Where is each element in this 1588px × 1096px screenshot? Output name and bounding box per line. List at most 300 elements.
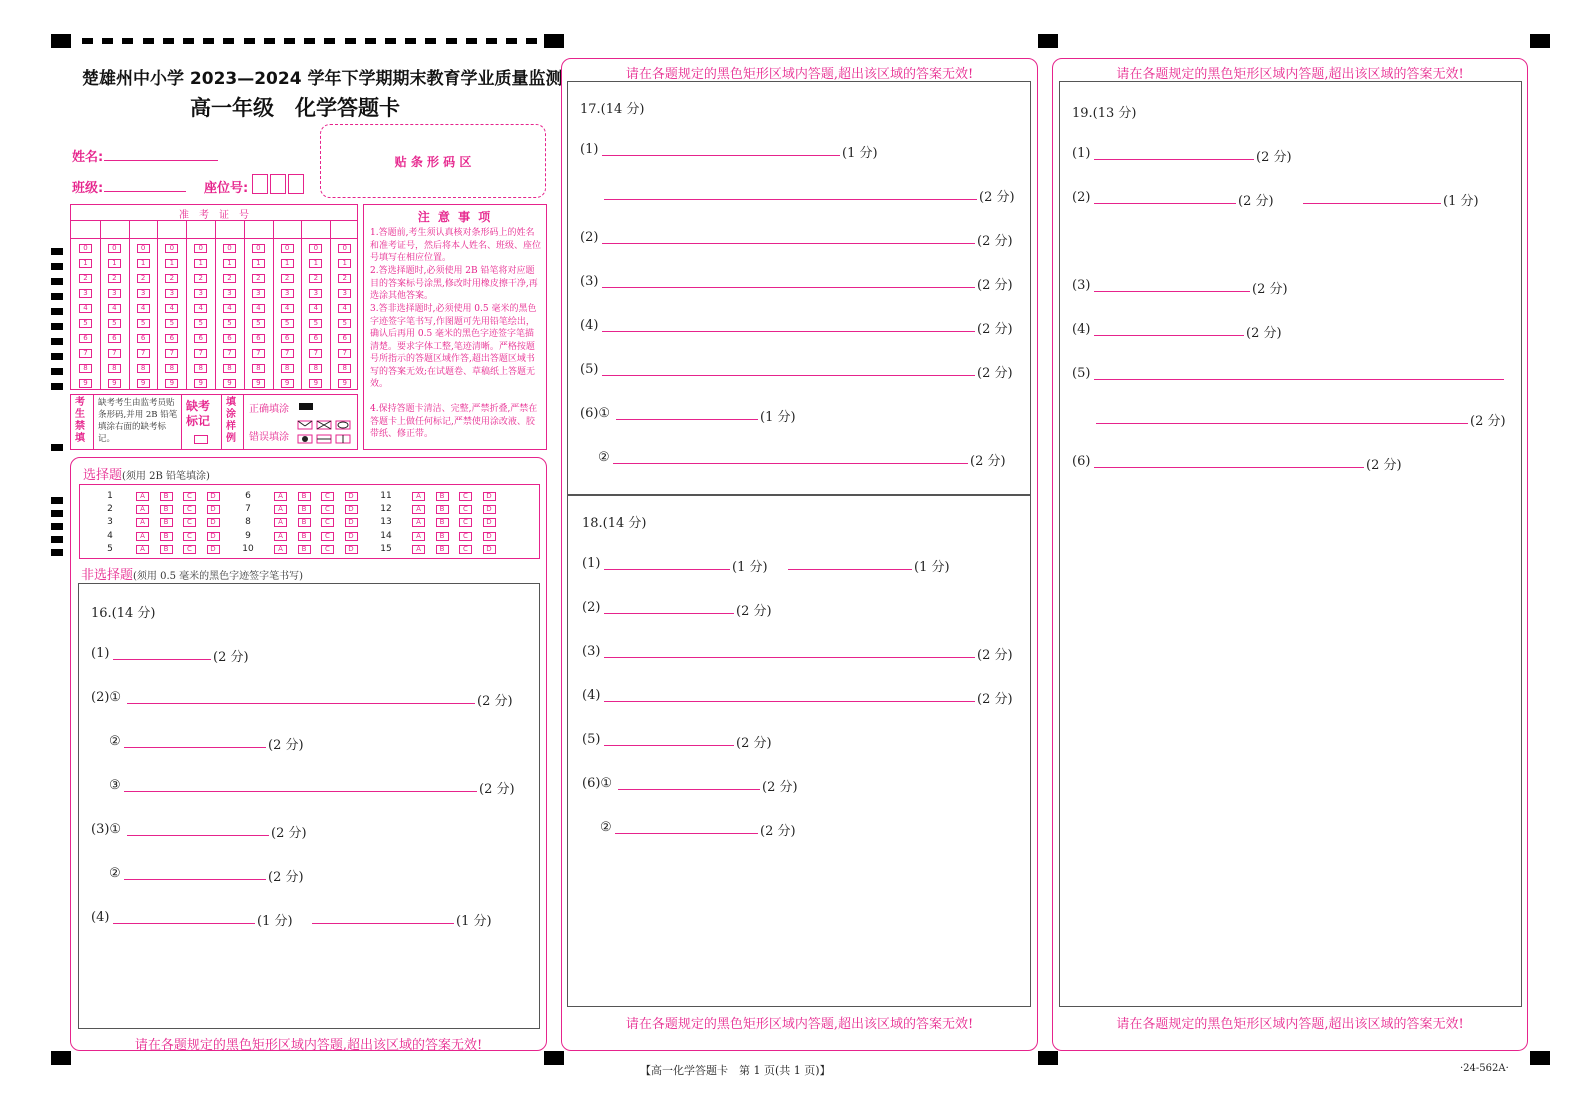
choice-option-bubble[interactable]: C [321,505,334,514]
choice-option-bubble[interactable]: B [160,518,173,527]
choice-option-bubble[interactable]: C [321,518,334,527]
choice-option-bubble[interactable]: B [436,492,449,501]
exam-id-bubble[interactable]: 7 [137,349,150,358]
exam-id-bubble[interactable]: 4 [108,304,121,313]
exam-id-bubble[interactable]: 6 [252,334,265,343]
choice-option-bubble[interactable]: D [345,505,358,514]
choice-option-bubble[interactable]: A [412,492,425,501]
q17-p1-answer-1[interactable] [602,155,840,156]
exam-id-bubble[interactable]: 5 [338,319,351,328]
q19-p2-score-2: (1 分) [1443,194,1479,209]
timing-mark [385,38,396,44]
q17-p3-score: (2 分) [977,278,1013,293]
q17-p4-label: (4) [580,318,599,333]
exam-id-bubble[interactable]: 6 [309,334,322,343]
side-timing-mark [51,383,63,390]
corner-mark-top-mid2 [1038,34,1058,48]
q18-p1-answer-2[interactable] [788,569,912,570]
forbid-label: 考生禁填 [75,397,85,444]
exam-id-bubble[interactable]: 9 [252,379,265,388]
exam-id-bubble[interactable]: 2 [194,274,207,283]
exam-id-bubble[interactable]: 1 [165,259,178,268]
choice-option-bubble[interactable]: C [321,545,334,554]
q19-p2-answer-2[interactable] [1303,203,1441,204]
exam-id-bubble[interactable]: 7 [309,349,322,358]
q16-p2-answer[interactable] [127,703,475,704]
exam-id-bubble[interactable]: 8 [252,364,265,373]
q18-area [567,495,1031,1007]
q19-p2-answer-1[interactable] [1094,203,1236,204]
choice-option-bubble[interactable]: A [412,505,425,514]
exam-id-bubble[interactable]: 1 [281,259,294,268]
timing-mark [526,38,537,44]
choice-option-bubble[interactable]: C [183,505,196,514]
q16-p3-answer[interactable] [127,835,269,836]
exam-id-bubble[interactable]: 2 [108,274,121,283]
timing-mark [486,38,497,44]
exam-id-bubble[interactable]: 9 [309,379,322,388]
choice-option-bubble[interactable]: B [160,545,173,554]
q18-p3-label: (3) [582,644,601,659]
q18-p2-score: (2 分) [736,604,772,619]
exam-id-bubble[interactable]: 9 [137,379,150,388]
q18-p1-answer-1[interactable] [604,569,730,570]
choice-question-number: 14 [380,530,392,541]
class-field[interactable] [104,191,186,192]
exam-id-bubble[interactable]: 5 [108,319,121,328]
exam-id-bubble[interactable]: 1 [338,259,351,268]
warning-col1: 请在各题规定的黑色矩形区域内答题,超出该区域的答案无效! [134,1038,483,1053]
choice-option-bubble[interactable]: D [345,518,358,527]
exam-id-bubble[interactable]: 2 [281,274,294,283]
q17-p3-answer[interactable] [602,287,975,288]
exam-id-bubble[interactable]: 4 [309,304,322,313]
q16-p2-score: (2 分) [477,694,513,709]
exam-id-bubble[interactable]: 1 [194,259,207,268]
warning-col3-top: 请在各题规定的黑色矩形区域内答题,超出该区域的答案无效! [1116,67,1464,82]
exam-id-bubble[interactable]: 7 [223,349,236,358]
choice-option-bubble[interactable]: A [136,532,149,541]
choice-option-bubble[interactable]: C [183,518,196,527]
q19-p6-label: (6) [1072,454,1091,469]
exam-id-bubble[interactable]: 4 [137,304,150,313]
note-item-1: 1.答题前,考生须认真核对条形码上的姓名和准考证号，然后将本人姓名、班级、座位号填写在相应位置。 [370,228,542,263]
exam-id-bubble[interactable]: 9 [194,379,207,388]
choice-question-number: 15 [380,543,392,554]
choice-option-bubble[interactable]: C [459,545,472,554]
exam-id-bubble[interactable]: 5 [252,319,265,328]
choice-option-bubble[interactable]: A [274,492,287,501]
notes-panel [363,204,547,450]
exam-id-bubble[interactable]: 4 [281,304,294,313]
choice-option-bubble[interactable]: A [274,545,287,554]
timing-mark [506,38,517,44]
exam-id-bubble[interactable]: 3 [79,289,92,298]
corner-mark-top-left [51,34,71,48]
exam-id-bubble[interactable]: 9 [165,379,178,388]
exam-id-bubble[interactable]: 8 [165,364,178,373]
exam-id-bubble[interactable]: 7 [281,349,294,358]
choice-option-bubble[interactable]: D [207,518,220,527]
timing-mark [143,38,154,44]
q19-p5-answer-1[interactable] [1094,379,1504,380]
q16-p2b-label: ② [109,734,121,749]
timing-mark [345,38,356,44]
choice-option-bubble[interactable]: C [459,532,472,541]
exam-id-bubble[interactable]: 0 [165,244,178,253]
exam-id-bubble[interactable]: 2 [137,274,150,283]
exam-id-bubble[interactable]: 7 [252,349,265,358]
exam-id-bubble[interactable]: 0 [79,244,92,253]
q19-p5-score: (2 分) [1470,414,1506,429]
choice-option-bubble[interactable]: C [183,545,196,554]
exam-id-bubble[interactable]: 7 [79,349,92,358]
choice-option-bubble[interactable]: D [207,532,220,541]
exam-id-bubble[interactable]: 8 [309,364,322,373]
q18-p6b-answer[interactable] [615,833,758,834]
q19-p5-label: (5) [1072,366,1091,381]
exam-id-bubble[interactable]: 5 [309,319,322,328]
side-timing-mark [51,353,63,360]
exam-id-bubble[interactable]: 1 [252,259,265,268]
q16-area [78,583,540,1029]
q18-p6b-score: (2 分) [760,824,796,839]
side-timing-mark [51,293,63,300]
q18-p5-score: (2 分) [736,736,772,751]
exam-id-bubble[interactable]: 8 [281,364,294,373]
choice-option-bubble[interactable]: A [412,545,425,554]
q18-p3-answer[interactable] [604,657,975,658]
exam-id-bubble[interactable]: 2 [338,274,351,283]
exam-id-bubble[interactable]: 0 [194,244,207,253]
q18-p1-label: (1) [582,556,601,571]
choice-option-bubble[interactable]: B [160,532,173,541]
choice-option-bubble[interactable]: C [321,492,334,501]
choice-option-bubble[interactable]: B [436,545,449,554]
side-timing-mark [51,278,63,285]
choice-option-bubble[interactable]: D [483,545,496,554]
exam-id-bubble[interactable]: 6 [194,334,207,343]
q17-p6b-answer[interactable] [613,463,968,464]
choice-option-bubble[interactable]: D [483,505,496,514]
exam-id-bubble[interactable]: 3 [223,289,236,298]
exam-id-bubble[interactable]: 1 [309,259,322,268]
q17-heading: 17.(14 分) [580,102,645,117]
exam-id-bubble[interactable]: 9 [108,379,121,388]
footer-page-info: 【高一化学答题卡 第 1 页(共 1 页)】 [640,1064,831,1077]
choice-option-bubble[interactable]: C [321,532,334,541]
timing-mark [304,38,315,44]
choice-option-bubble[interactable]: C [183,532,196,541]
timing-mark [223,38,234,44]
q16-p1-answer[interactable] [113,659,211,660]
q16-heading: 16.(14 分) [91,606,156,621]
exam-id-bubble[interactable]: 2 [79,274,92,283]
exam-id-bubble[interactable]: 6 [165,334,178,343]
exam-id-bubble[interactable]: 3 [137,289,150,298]
q18-p4-score: (2 分) [977,692,1013,707]
choice-option-bubble[interactable]: B [160,505,173,514]
q16-p4-answer-1[interactable] [113,923,255,924]
q16-p2b-score: (2 分) [268,738,304,753]
exam-id-bubble[interactable]: 0 [281,244,294,253]
q16-p3b-answer[interactable] [124,879,266,880]
exam-id-bubble[interactable]: 4 [79,304,92,313]
choice-option-bubble[interactable]: D [207,505,220,514]
exam-id-bubble[interactable]: 4 [338,304,351,313]
exam-id-bubble[interactable]: 0 [223,244,236,253]
card-title: 高一年级 化学答题卡 [190,96,400,120]
choice-option-bubble[interactable]: A [274,532,287,541]
seat-box-3[interactable] [288,174,304,194]
side-timing-mark [51,368,63,375]
q19-p2-label: (2) [1072,190,1091,205]
seat-box-2[interactable] [270,174,286,194]
timing-mark [405,38,416,44]
timing-mark [244,38,255,44]
exam-id-bubble[interactable]: 2 [252,274,265,283]
choice-title [83,464,210,483]
corner-mark-bottom-left [51,1051,71,1065]
corner-mark-bottom-mid [544,1051,564,1065]
exam-id-bubble[interactable]: 7 [165,349,178,358]
name-label: 姓名: [72,150,104,165]
exam-id-bubble[interactable]: 5 [281,319,294,328]
choice-option-bubble[interactable]: A [136,518,149,527]
choice-option-bubble[interactable]: D [483,492,496,501]
q19-p2-score-1: (2 分) [1238,194,1274,209]
exam-id-header: 准 考 证 号 [179,210,249,221]
exam-id-bubble[interactable]: 3 [165,289,178,298]
choice-option-bubble[interactable]: D [345,545,358,554]
exam-id-bubble[interactable]: 8 [108,364,121,373]
choice-title-text: 选择题 [83,468,123,483]
q17-p1-label: (1) [580,142,599,157]
exam-id-bubble[interactable]: 8 [194,364,207,373]
exam-id-bubble[interactable]: 7 [338,349,351,358]
correct-fill-label: 正确填涂 [249,404,289,415]
choice-option-bubble[interactable]: A [136,492,149,501]
q17-p4-answer[interactable] [602,331,975,332]
sample-label: 填涂样例 [226,397,236,444]
exam-id-bubble[interactable]: 8 [223,364,236,373]
exam-id-bubble[interactable]: 2 [165,274,178,283]
q19-p6-answer[interactable] [1094,467,1364,468]
q18-p2-label: (2) [582,600,601,615]
choice-option-bubble[interactable]: B [298,532,311,541]
exam-id-bubble[interactable]: 3 [338,289,351,298]
choice-option-bubble[interactable]: B [436,518,449,527]
seat-label: 座位号: [204,181,249,196]
footer-code: ·24-562A· [1460,1063,1509,1074]
choice-option-bubble[interactable]: A [412,532,425,541]
exam-id-bubble[interactable]: 1 [137,259,150,268]
q17-p2-answer[interactable] [602,243,975,244]
side-timing-mark [51,549,63,556]
exam-id-bubble[interactable]: 0 [108,244,121,253]
exam-id-bubble[interactable]: 4 [165,304,178,313]
choice-option-bubble[interactable]: B [298,545,311,554]
choice-question-number: 4 [107,530,113,541]
choice-question-number: 9 [245,530,251,541]
exam-id-bubble[interactable]: 1 [108,259,121,268]
q19-p3-score: (2 分) [1252,282,1288,297]
warning-col3-bottom: 请在各题规定的黑色矩形区域内答题,超出该区域的答案无效! [1116,1017,1464,1032]
exam-id-bubble[interactable]: 6 [108,334,121,343]
q17-p2-score: (2 分) [977,234,1013,249]
side-timing-mark [51,338,63,345]
q19-p5-answer-2[interactable] [1096,423,1468,424]
exam-id-bubble[interactable]: 2 [223,274,236,283]
q16-p2b-answer[interactable] [124,747,266,748]
absent-mark-label: 缺考标记 [186,399,211,428]
exam-id-bubble[interactable]: 1 [223,259,236,268]
corner-mark-bottom-right [1530,1051,1550,1065]
exam-id-grid [70,204,358,390]
exam-id-bubble[interactable]: 0 [309,244,322,253]
timing-mark [183,38,194,44]
q18-p2-answer[interactable] [604,613,734,614]
q18-p1-score-2: (1 分) [914,560,950,575]
choice-option-bubble[interactable]: B [298,505,311,514]
exam-id-bubble[interactable]: 9 [281,379,294,388]
q19-p3-answer[interactable] [1094,291,1250,292]
exam-id-bubble[interactable]: 5 [137,319,150,328]
wrong-fill-label: 错误填涂 [249,432,289,443]
exam-id-bubble[interactable]: 7 [108,349,121,358]
choice-option-bubble[interactable]: D [207,545,220,554]
exam-id-bubble[interactable]: 3 [108,289,121,298]
choice-option-bubble[interactable]: B [436,505,449,514]
absent-panel [70,394,358,450]
exam-id-bubble[interactable]: 2 [309,274,322,283]
exam-id-bubble[interactable]: 6 [281,334,294,343]
exam-id-bubble[interactable]: 9 [223,379,236,388]
choice-option-bubble[interactable]: B [298,518,311,527]
q17-p2-label: (2) [580,230,599,245]
q17-p1-answer-2[interactable] [604,199,977,200]
q17-p5-answer[interactable] [602,375,975,376]
exam-id-bubble[interactable]: 5 [79,319,92,328]
absent-instructions: 缺考考生由监考员贴条形码,并用 2B 铅笔填涂右面的缺考标记。 [98,398,178,444]
q17-p6b-score: (2 分) [970,454,1006,469]
choice-option-bubble[interactable]: D [207,492,220,501]
q17-p3-label: (3) [580,274,599,289]
choice-question-number: 5 [107,543,113,554]
choice-option-bubble[interactable]: B [160,492,173,501]
q19-p4-score: (2 分) [1246,326,1282,341]
q16-p4-answer-2[interactable] [312,923,454,924]
exam-id-bubble[interactable]: 0 [252,244,265,253]
exam-id-bubble[interactable]: 4 [194,304,207,313]
warning-col2-top: 请在各题规定的黑色矩形区域内答题,超出该区域的答案无效! [625,67,974,82]
q16-p1-label: (1) [91,646,110,661]
side-timing-mark [51,444,63,451]
q18-p4-answer[interactable] [604,701,975,702]
q19-p3-label: (3) [1072,278,1091,293]
choice-option-bubble[interactable]: D [483,532,496,541]
choice-option-bubble[interactable]: A [412,518,425,527]
q17-p6-score: (1 分) [760,410,796,425]
choice-option-bubble[interactable]: A [136,505,149,514]
choice-option-bubble[interactable]: C [459,492,472,501]
choice-question-number: 7 [245,504,251,515]
choice-option-bubble[interactable]: D [345,492,358,501]
choice-option-bubble[interactable]: C [459,518,472,527]
name-field[interactable] [104,160,218,161]
exam-id-bubble[interactable]: 7 [194,349,207,358]
exam-id-bubble[interactable]: 6 [137,334,150,343]
choice-option-bubble[interactable]: C [183,492,196,501]
choice-option-bubble[interactable]: A [274,518,287,527]
q19-p1-answer[interactable] [1094,159,1254,160]
absent-mark-box[interactable] [194,435,208,444]
q18-p5-answer[interactable] [604,745,734,746]
exam-id-bubble[interactable]: 0 [338,244,351,253]
exam-id-bubble[interactable]: 0 [137,244,150,253]
choice-option-bubble[interactable]: D [483,518,496,527]
exam-id-bubble[interactable]: 8 [137,364,150,373]
exam-id-bubble[interactable]: 9 [79,379,92,388]
seat-box-1[interactable] [252,174,268,194]
q18-p6-answer[interactable] [618,789,760,790]
choice-option-bubble[interactable]: B [298,492,311,501]
exam-id-bubble[interactable]: 9 [338,379,351,388]
q16-p3-score: (2 分) [271,826,307,841]
timing-mark [82,38,93,44]
exam-id-bubble[interactable]: 3 [194,289,207,298]
q17-p6b-label: ② [598,450,610,465]
choice-option-bubble[interactable]: C [459,505,472,514]
exam-id-bubble[interactable]: 5 [194,319,207,328]
q19-p4-answer[interactable] [1094,335,1244,336]
exam-id-bubble[interactable]: 4 [252,304,265,313]
q18-heading: 18.(14 分) [582,516,647,531]
choice-option-bubble[interactable]: B [436,532,449,541]
choice-option-bubble[interactable]: D [345,532,358,541]
q16-p4-score-2: (1 分) [456,914,492,929]
side-timing-mark [51,248,63,255]
exam-id-bubble[interactable]: 3 [309,289,322,298]
exam-id-bubble[interactable]: 8 [338,364,351,373]
choice-question-number: 1 [107,491,113,501]
exam-id-bubble[interactable]: 6 [223,334,236,343]
q17-p4-score: (2 分) [977,322,1013,337]
q17-p5-score: (2 分) [977,366,1013,381]
exam-id-bubble[interactable]: 4 [223,304,236,313]
choice-option-bubble[interactable]: A [136,545,149,554]
q17-area [567,81,1031,495]
exam-id-bubble[interactable]: 3 [252,289,265,298]
exam-id-bubble[interactable]: 6 [79,334,92,343]
exam-id-bubble[interactable]: 8 [79,364,92,373]
choice-question-number: 10 [242,543,254,554]
q17-p6-answer[interactable] [616,419,758,420]
exam-id-bubble[interactable]: 6 [338,334,351,343]
timing-mark [122,38,133,44]
note-item-4: 4.保持答题卡清洁、完整,严禁折叠,严禁在答题卡上做任何标记,严禁使用涂改液、胶带纸、修正带。 [370,404,538,439]
q18-p6-score: (2 分) [762,780,798,795]
choice-question-number: 3 [107,517,113,528]
q18-p6-label: (6)① [582,776,613,791]
exam-id-bubble[interactable]: 5 [165,319,178,328]
exam-id-bubble[interactable]: 5 [223,319,236,328]
choice-note: (须用 2B 铅笔填涂) [122,471,210,482]
q16-p2c-answer[interactable] [124,791,477,792]
choice-option-bubble[interactable]: A [274,505,287,514]
exam-id-bubble[interactable]: 3 [281,289,294,298]
exam-id-bubble[interactable]: 1 [79,259,92,268]
